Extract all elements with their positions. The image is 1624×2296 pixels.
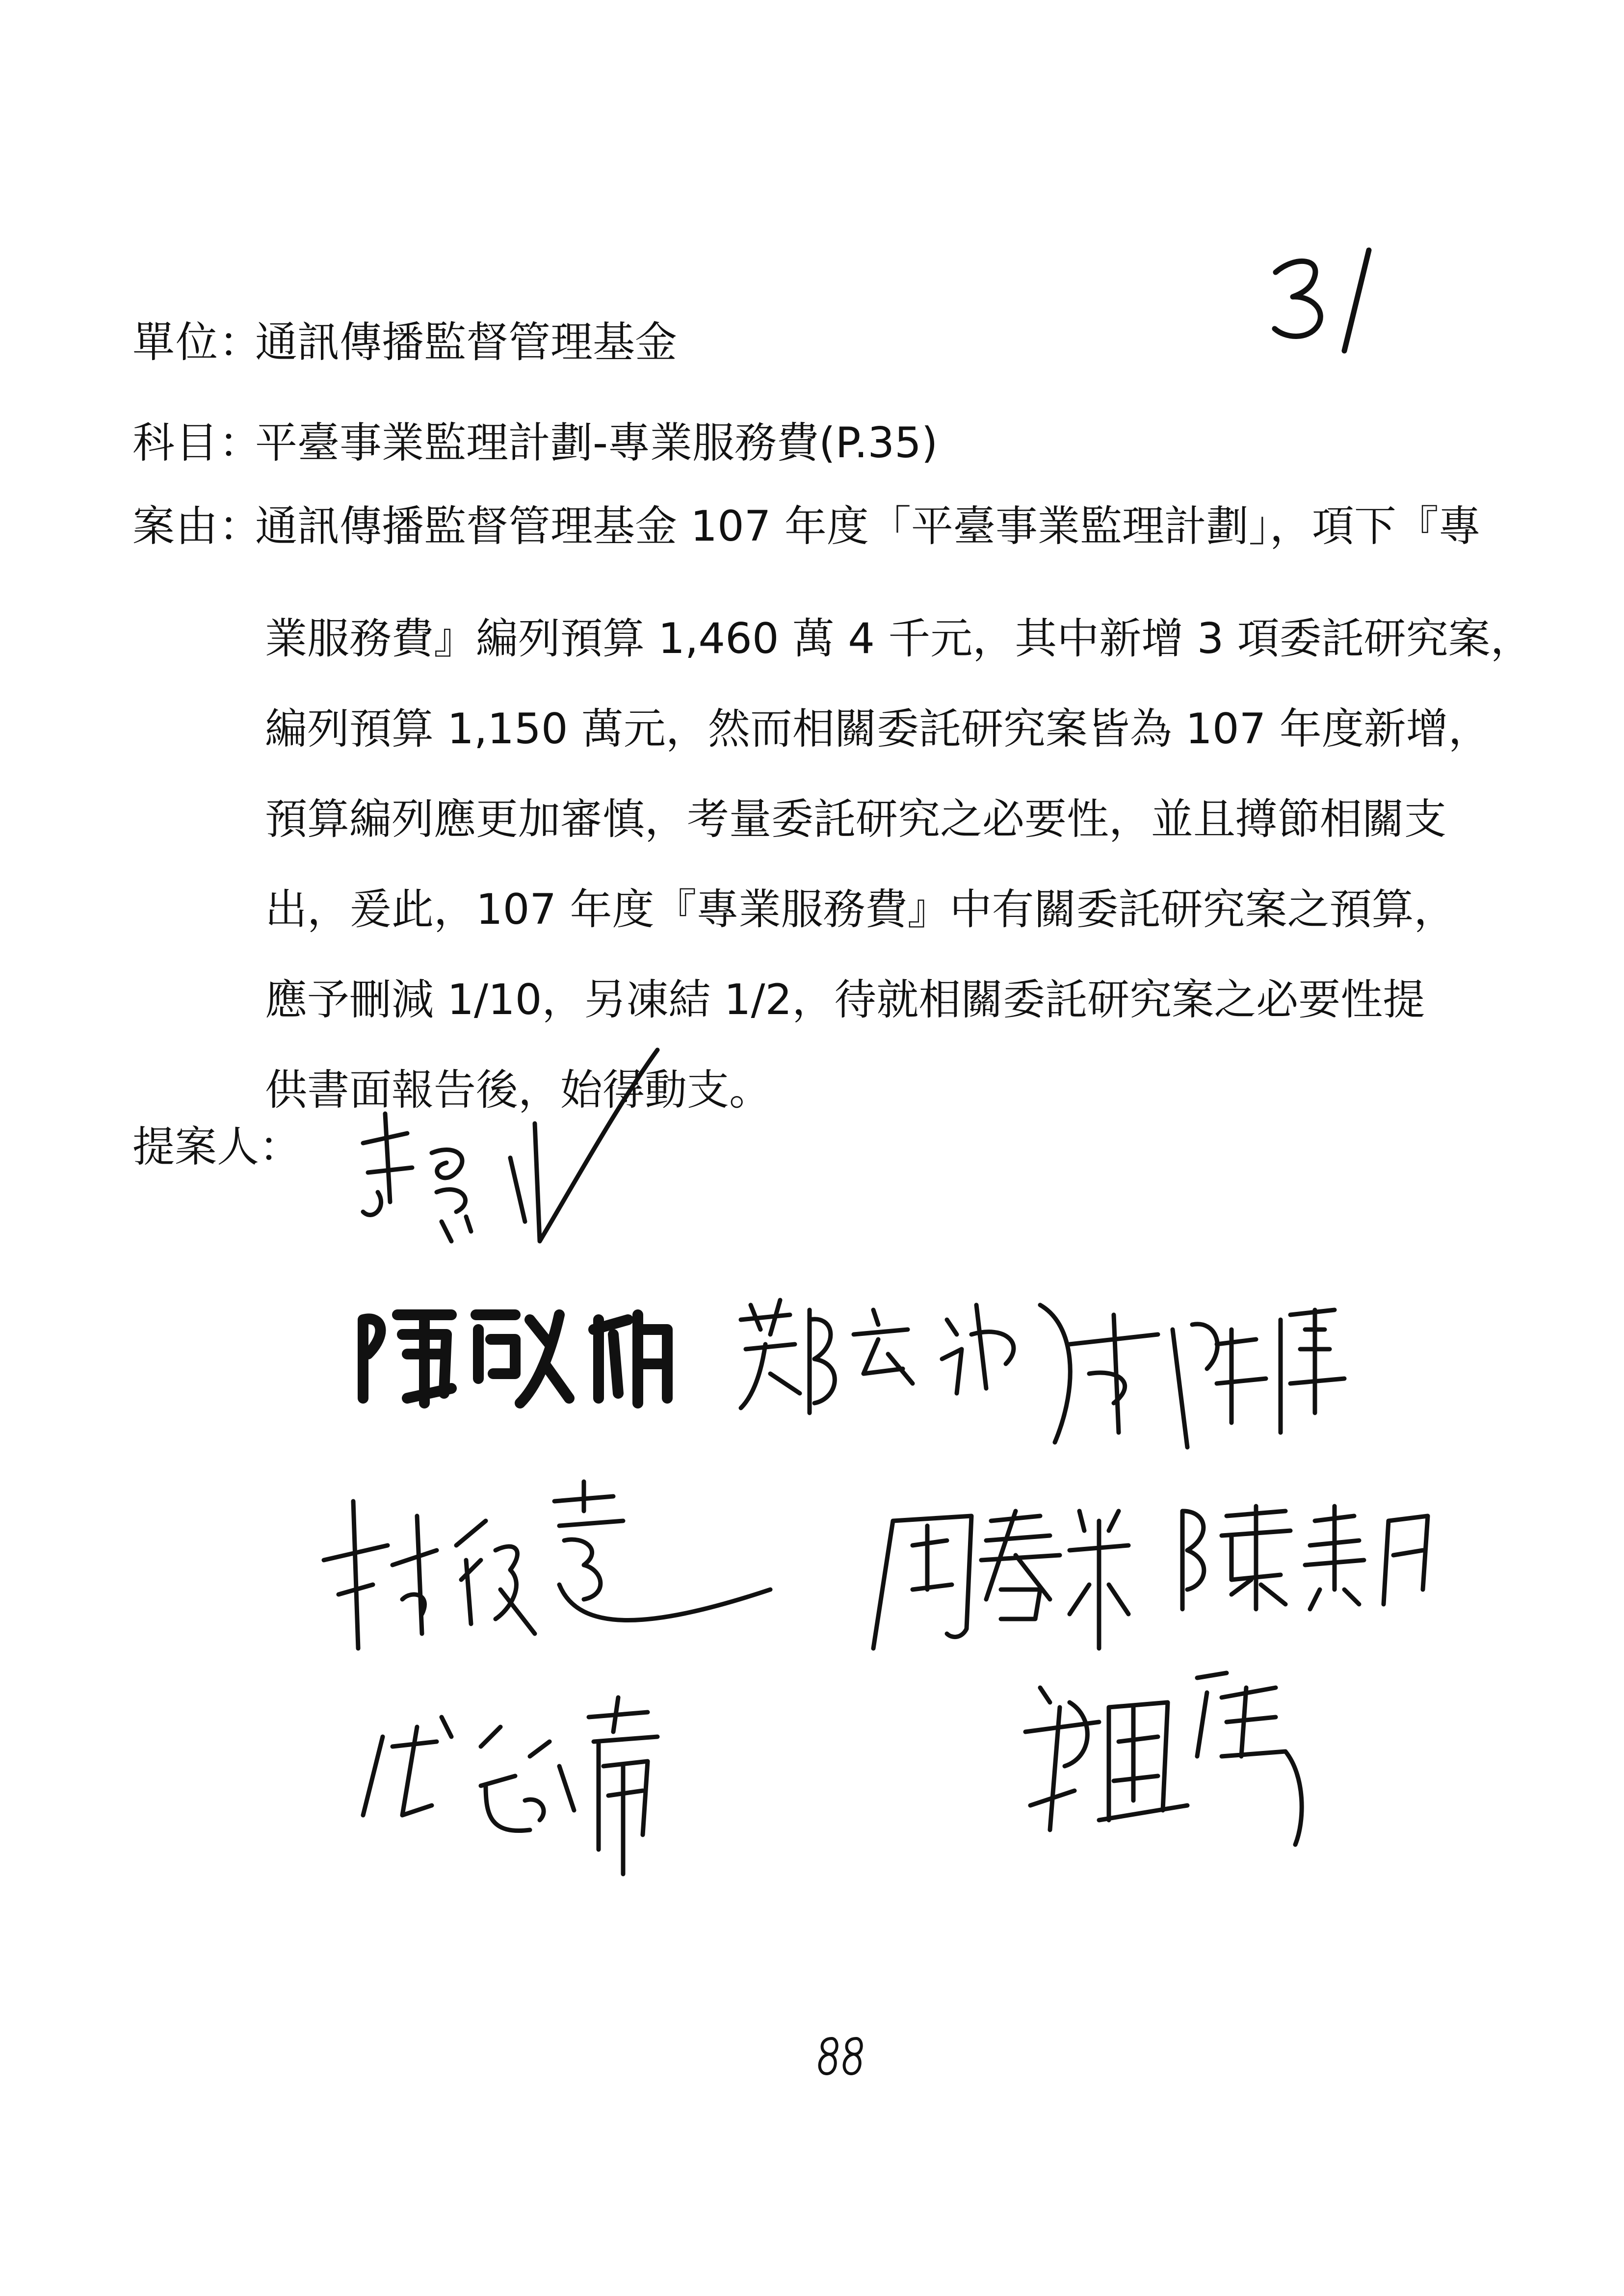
unit-value: 通訊傳播監督管理基金: [255, 318, 677, 367]
case-number-handwritten: [1266, 243, 1384, 356]
case-reason-line: 供書面報告後，始得動支。: [265, 1066, 771, 1115]
case-reason-first-line: [132, 502, 1481, 551]
signature-1: [343, 1045, 716, 1271]
page-number-mark: [814, 2034, 868, 2078]
subject-row: [132, 418, 938, 468]
case-reason-label: 案由：: [132, 502, 262, 551]
case-number-mark: [1266, 243, 1384, 356]
unit-label: 單位：: [132, 318, 262, 367]
signature-2: [353, 1300, 677, 1413]
signature-6: [864, 1491, 1138, 1658]
page-number-handwritten: [814, 2034, 868, 2078]
proposer-label: 提案人：: [132, 1122, 301, 1172]
subject-value: 平臺事業監理計劃-專業服務費(P.35): [255, 418, 938, 468]
case-reason-line: 預算編列應更加審慎，考量委託研究之必要性，並且撙節相關支: [265, 795, 1446, 844]
signature-3: [731, 1290, 1045, 1428]
signature-8: [353, 1688, 707, 1884]
case-reason-line: 編列預算 1,150 萬元，然而相關委託研究案皆為 107 年度新增，: [265, 704, 1491, 754]
unit-row: [132, 318, 677, 367]
case-reason-line: 業服務費』編列預算 1,460 萬 4 千元，其中新增 3 項委託研究案，: [265, 614, 1533, 663]
signature-9: [1011, 1658, 1325, 1864]
case-reason-line: 應予刪減 1/10，另凍結 1/2，待就相關委託研究案之必要性提: [265, 975, 1425, 1024]
signature-7: [1168, 1491, 1442, 1619]
case-reason-line: 出，爰此，107 年度『專業服務費』中有關委託研究案之預算，: [265, 885, 1456, 934]
case-reason-line: 通訊傳播監督管理基金 107 年度「平臺事業監理計劃」，項下『專: [255, 502, 1481, 551]
subject-label: 科目：: [132, 418, 262, 468]
signature-4: [1060, 1285, 1384, 1462]
signature-5: [309, 1472, 790, 1668]
